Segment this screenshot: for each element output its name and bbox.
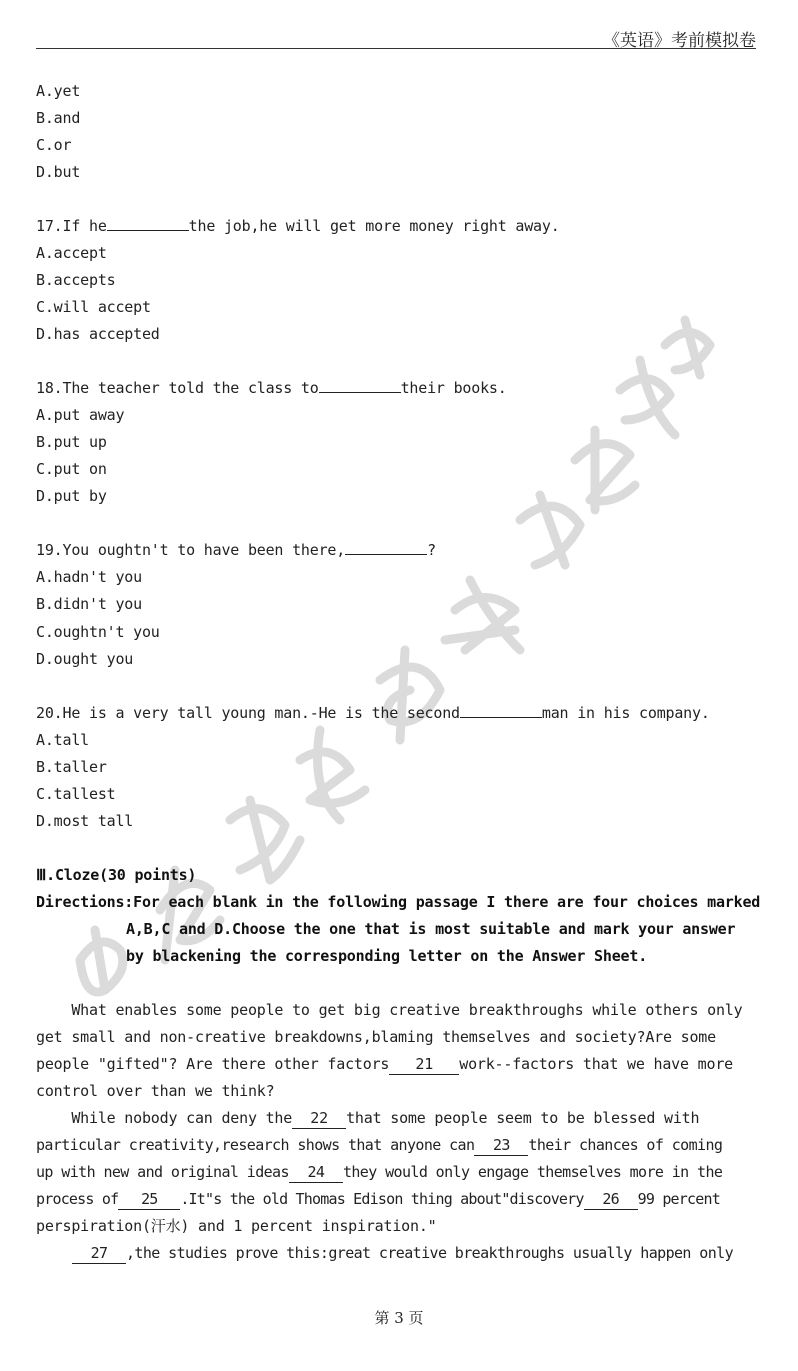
- passage-text: 99 percent: [637, 1190, 720, 1208]
- q19-option-d: D.ought you: [36, 650, 134, 668]
- q19-blank: [345, 540, 427, 555]
- passage-p2-line5: perspiration(汗水) and 1 percent inspiration.": [36, 1217, 437, 1235]
- q17-option-d: D.has accepted: [36, 325, 160, 343]
- q18-option-b: B.put up: [36, 433, 107, 451]
- blank-21: 21: [389, 1054, 459, 1075]
- q18-stem-pre: 18.The teacher told the class to: [36, 379, 319, 397]
- passage-text: While nobody can deny the: [36, 1109, 293, 1127]
- header-rule: [36, 48, 756, 49]
- q19-stem-post: ?: [427, 541, 436, 559]
- passage-text: work--factors that we have more: [459, 1055, 733, 1073]
- q20-stem-post: man in his company.: [541, 704, 710, 722]
- passage-p2-line2: [36, 1135, 722, 1156]
- q19-option-a: A.hadn't you: [36, 568, 142, 586]
- q16-option-a: A.yet: [36, 82, 81, 100]
- q19-option-c: C.oughtn't you: [36, 623, 160, 641]
- section-heading: Ⅲ.Cloze(30 points): [36, 866, 197, 884]
- q20-stem: [36, 703, 710, 723]
- directions-line-1: Directions:For each blank in the following passage I there are four choices marked: [36, 893, 761, 911]
- passage-p2-line4: [36, 1189, 720, 1210]
- passage-text: up with new and original ideas: [36, 1163, 289, 1181]
- q17-option-c: C.will accept: [36, 298, 151, 316]
- q20-option-d: D.most tall: [36, 812, 134, 830]
- blank-25: 25: [118, 1189, 180, 1210]
- passage-p1-line2: get small and non-creative breakdowns,blaming themselves and society?Are some: [36, 1028, 716, 1046]
- q18-option-c: C.put on: [36, 460, 107, 478]
- q16-option-b: B.and: [36, 109, 81, 127]
- page-number: 第 3 页: [374, 1309, 424, 1327]
- passage-p1-line4: control over than we think?: [36, 1082, 275, 1100]
- passage-p3-line1: [36, 1243, 733, 1264]
- passage-p1-line3: [36, 1054, 733, 1075]
- q16-option-d: D.but: [36, 163, 81, 181]
- directions-line-2: A,B,C and D.Choose the one that is most suitable and mark your answer: [126, 920, 736, 938]
- q17-stem: [36, 216, 560, 236]
- passage-text: process of: [36, 1190, 119, 1208]
- q17-blank: [107, 216, 189, 231]
- blank-23: 23: [474, 1135, 528, 1156]
- passage-text: people "gifted"? Are there other factors: [36, 1055, 390, 1073]
- directions-line-3-prefix: by: [126, 947, 144, 965]
- header-title: 《英语》考前模拟卷: [603, 31, 756, 51]
- passage-text: ,the studies prove this:great creative breakthroughs usually happen only: [126, 1244, 734, 1262]
- q18-option-d: D.put by: [36, 487, 107, 505]
- q20-option-a: A.tall: [36, 731, 89, 749]
- q16-option-c: C.or: [36, 136, 72, 154]
- q19-stem: [36, 540, 436, 560]
- q20-blank: [460, 703, 542, 718]
- passage-text: their chances of coming: [528, 1136, 723, 1154]
- q17-stem-post: the job,he will get more money right away.: [188, 217, 560, 235]
- q20-option-c: C.tallest: [36, 785, 116, 803]
- blank-24: 24: [289, 1162, 343, 1183]
- blank-27: 27: [72, 1243, 126, 1264]
- q17-option-a: A.accept: [36, 244, 107, 262]
- directions-line-3: [126, 946, 647, 966]
- q18-stem: [36, 378, 507, 398]
- q18-blank: [319, 378, 401, 393]
- q19-stem-pre: 19.You oughtn't to have been there,: [36, 541, 346, 559]
- q19-option-b: B.didn't you: [36, 595, 142, 613]
- q18-stem-post: their books.: [400, 379, 507, 397]
- blank-26: 26: [584, 1189, 638, 1210]
- q17-stem-pre: 17.If he: [36, 217, 107, 235]
- passage-text: particular creativity,research shows that anyone can: [36, 1136, 475, 1154]
- passage-text: they would only engage themselves more in the: [342, 1163, 723, 1181]
- passage-p2-line3: [36, 1162, 722, 1183]
- passage-text: .It"s the old Thomas Edison thing about"discovery: [180, 1190, 584, 1208]
- q17-option-b: B.accepts: [36, 271, 116, 289]
- passage-p2-line1: [36, 1108, 699, 1129]
- q20-option-b: B.taller: [36, 758, 107, 776]
- passage-text: that some people seem to be blessed with: [346, 1109, 700, 1127]
- directions-line-3-text: blackening the corresponding letter on the Answer Sheet.: [152, 947, 648, 965]
- passage-p1-line1: What enables some people to get big creative breakthroughs while others only: [36, 1001, 743, 1019]
- q20-stem-pre: 20.He is a very tall young man.-He is the second: [36, 704, 460, 722]
- q18-option-a: A.put away: [36, 406, 125, 424]
- blank-22: 22: [292, 1108, 346, 1129]
